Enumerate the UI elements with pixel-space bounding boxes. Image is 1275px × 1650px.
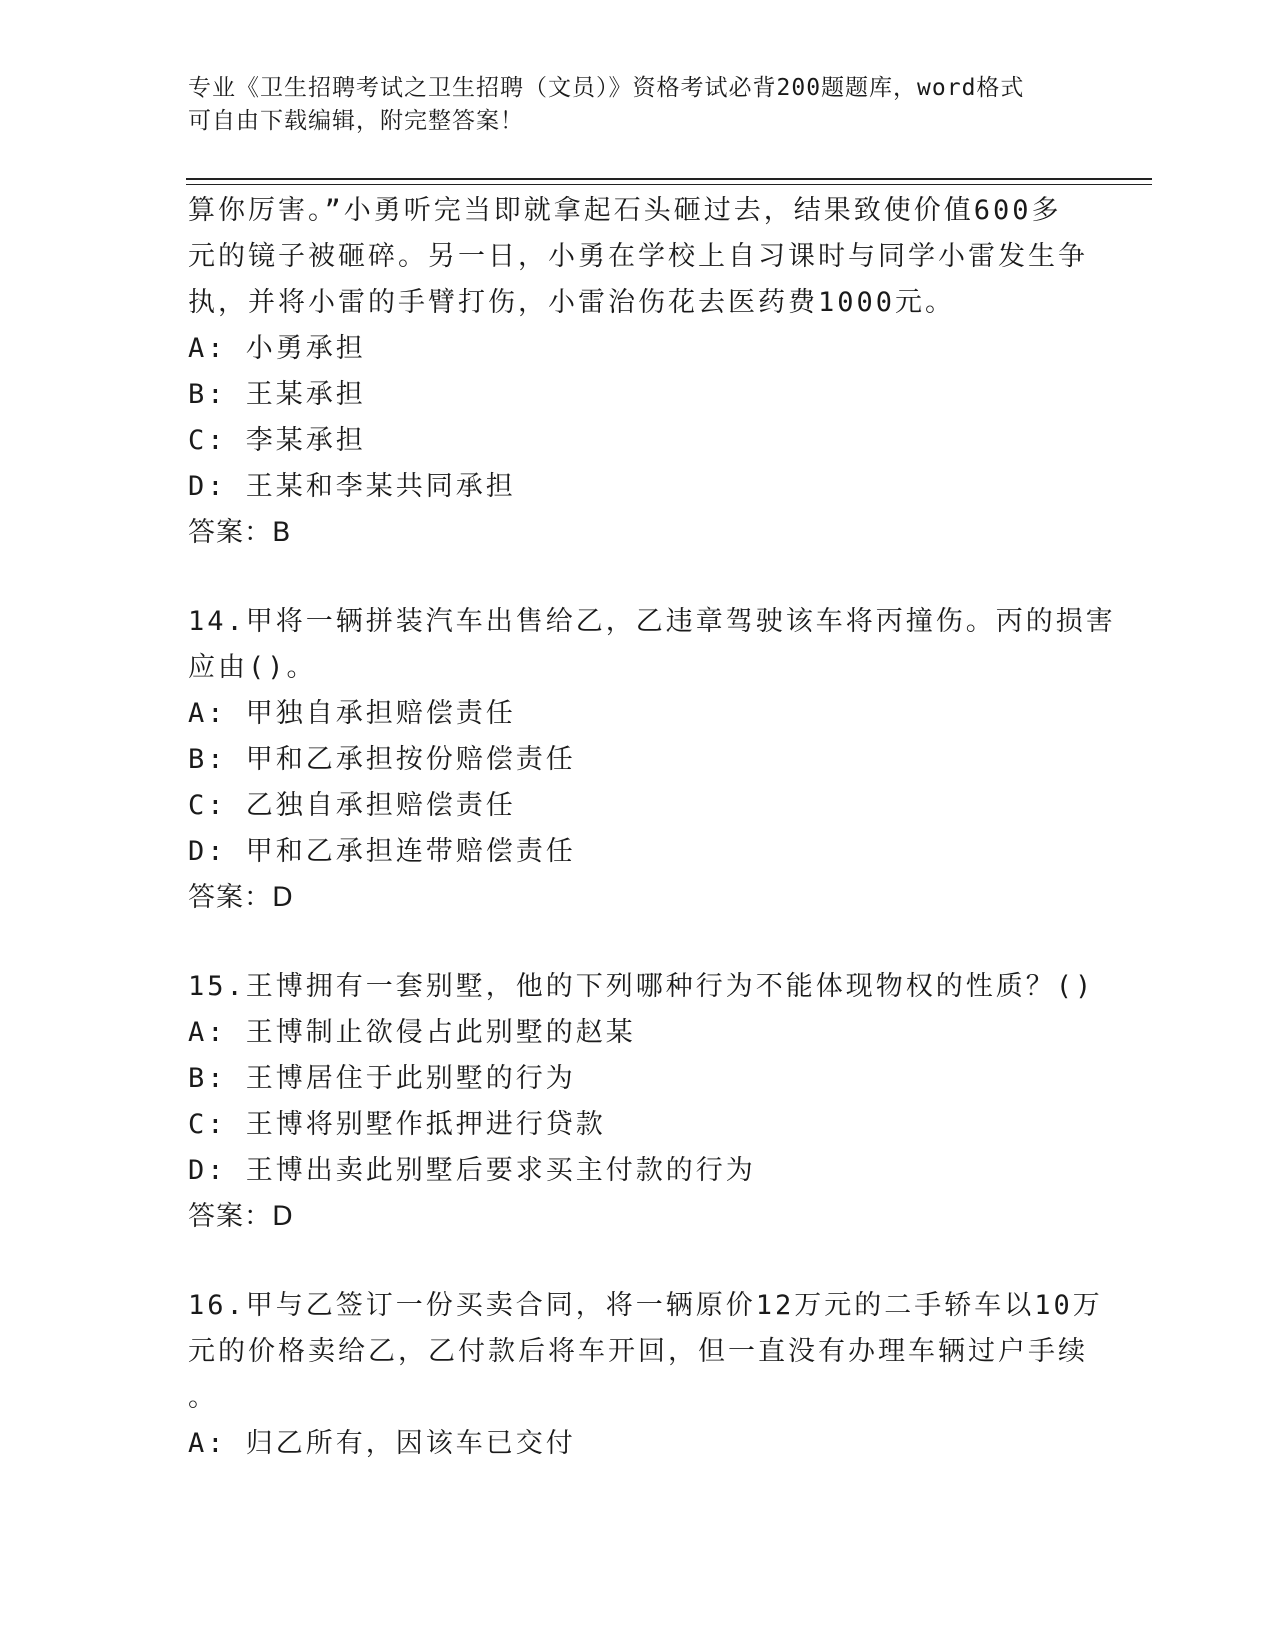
question-text-line: 应由()。: [188, 652, 317, 683]
option-c: C: 王博将别墅作抵押进行贷款: [188, 1109, 606, 1140]
answer-line: 答案：D: [188, 882, 294, 913]
option-b: B: 甲和乙承担按份赔偿责任: [188, 744, 576, 775]
question-16: [188, 1283, 1103, 1467]
option-a: A: 归乙所有，因该车已交付: [188, 1428, 576, 1459]
question-text-line: 14.甲将一辆拼装汽车出售给乙，乙违章驾驶该车将丙撞伤。丙的损害: [188, 606, 1116, 637]
answer-line: 答案：D: [188, 1201, 294, 1232]
question-text-line: 算你厉害。”小勇听完当即就拿起石头砸过去，结果致使价值600多: [188, 195, 1062, 226]
spacer: [188, 556, 1088, 599]
question-text-line: 执，并将小雷的手臂打伤，小雷治伤花去医药费1000元。: [188, 287, 956, 318]
page-header: [188, 72, 1068, 138]
option-d: D: 甲和乙承担连带赔偿责任: [188, 836, 576, 867]
question-14: [188, 599, 1116, 921]
option-d: D: 王某和李某共同承担: [188, 471, 516, 502]
question-15: [188, 964, 1095, 1240]
header-rule-thin: [186, 184, 1152, 185]
question-text-line: 元的镜子被砸碎。另一日，小勇在学校上自习课时与同学小雷发生争: [188, 241, 1088, 272]
option-c: C: 李某承担: [188, 425, 366, 456]
header-rule-thick: [186, 178, 1152, 180]
spacer: [188, 1240, 1088, 1283]
option-d: D: 王博出卖此别墅后要求买主付款的行为: [188, 1155, 756, 1186]
question-13-continuation: [188, 188, 1088, 556]
option-b: B: 王博居住于此别墅的行为: [188, 1063, 576, 1094]
spacer: [188, 921, 1088, 964]
option-a: A: 王博制止欲侵占此别墅的赵某: [188, 1017, 636, 1048]
answer-line: 答案：B: [188, 517, 292, 548]
option-a: A: 小勇承担: [188, 333, 366, 364]
question-text-line: 元的价格卖给乙，乙付款后将车开回，但一直没有办理车辆过户手续: [188, 1336, 1088, 1367]
question-text-line: 15.王博拥有一套别墅，他的下列哪种行为不能体现物权的性质？(): [188, 971, 1095, 1002]
option-c: C: 乙独自承担赔偿责任: [188, 790, 516, 821]
option-b: B: 王某承担: [188, 379, 366, 410]
question-text-line: 16.甲与乙签订一份买卖合同，将一辆原价12万元的二手轿车以10万: [188, 1290, 1103, 1321]
header-line-2: 可自由下载编辑，附完整答案！: [188, 108, 524, 134]
document-body: [188, 188, 1116, 1467]
question-text-line: 。: [188, 1382, 218, 1413]
option-a: A: 甲独自承担赔偿责任: [188, 698, 516, 729]
header-line-1: 专业《卫生招聘考试之卫生招聘（文员）》资格考试必背200题题库，word格式: [188, 75, 1025, 101]
